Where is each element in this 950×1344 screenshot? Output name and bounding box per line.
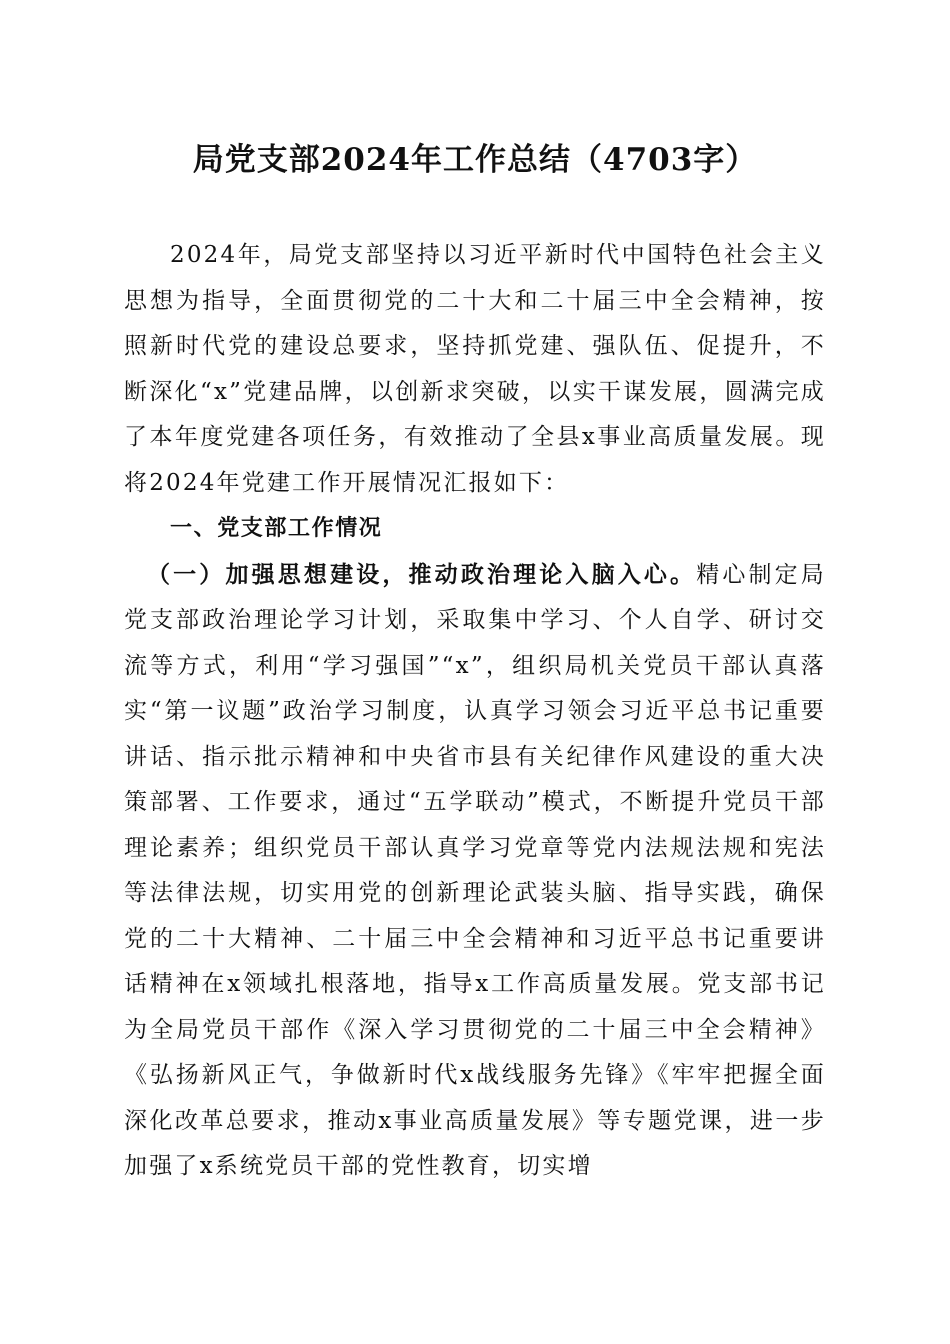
- section-1-item-1-text: 精心制定局党支部政治理论学习计划，采取集中学习、个人自学、研讨交流等方式，利用“学习强国”“x”，组织局机关党员干部认真落实“第一议题”政治学习制度，认真学习领会习近平总书记重要讲话、指示批示精神和中央省市县有关纪律作风建设的重大决策部署、工作要求，通过“五学联动”模式，不断提升党员干部理论素养；组织党员干部认真学习党章等党内法规法规和宪法等法律法规，切实用党的创新理论武装头脑、指导实践，确保党的二十大精神、二十届三中全会精神和习近平总书记重要讲话精神在x领域扎根落地，指导x工作高质量发展。党支部书记为全局党员干部作《深入学习贯彻党的二十届三中全会精神》《弘扬新风正气，争做新时代x战线服务先锋》《牢牢把握全面深化改革总要求，推动x事业高质量发展》等专题党课，进一步加强了x系统党员干部的党性教育，切实增: [124, 561, 827, 1179]
- section-1-heading: 一、党支部工作情况: [170, 516, 383, 541]
- section-1-item-1-paragraph: [124, 552, 826, 1190]
- section-heading: [124, 506, 826, 552]
- intro-paragraph: 2024年，局党支部坚持以习近平新时代中国特色社会主义思想为指导，全面贯彻党的二十大和二十届三中全会精神，按照新时代党的建设总要求，坚持抓党建、强队伍、促提升，不断深化“x”党建品牌，以创新求突破，以实干谋发展，圆满完成了本年度党建各项任务，有效推动了全县x事业高质量发展。现将2024年党建工作开展情况汇报如下：: [124, 242, 826, 496]
- document-title: 局党支部2024年工作总结（4703字）: [192, 142, 758, 178]
- document-body: [124, 233, 826, 1190]
- section-1-item-1-lead: （一）加强思想建设，推动政治理论入脑入心。: [147, 560, 697, 588]
